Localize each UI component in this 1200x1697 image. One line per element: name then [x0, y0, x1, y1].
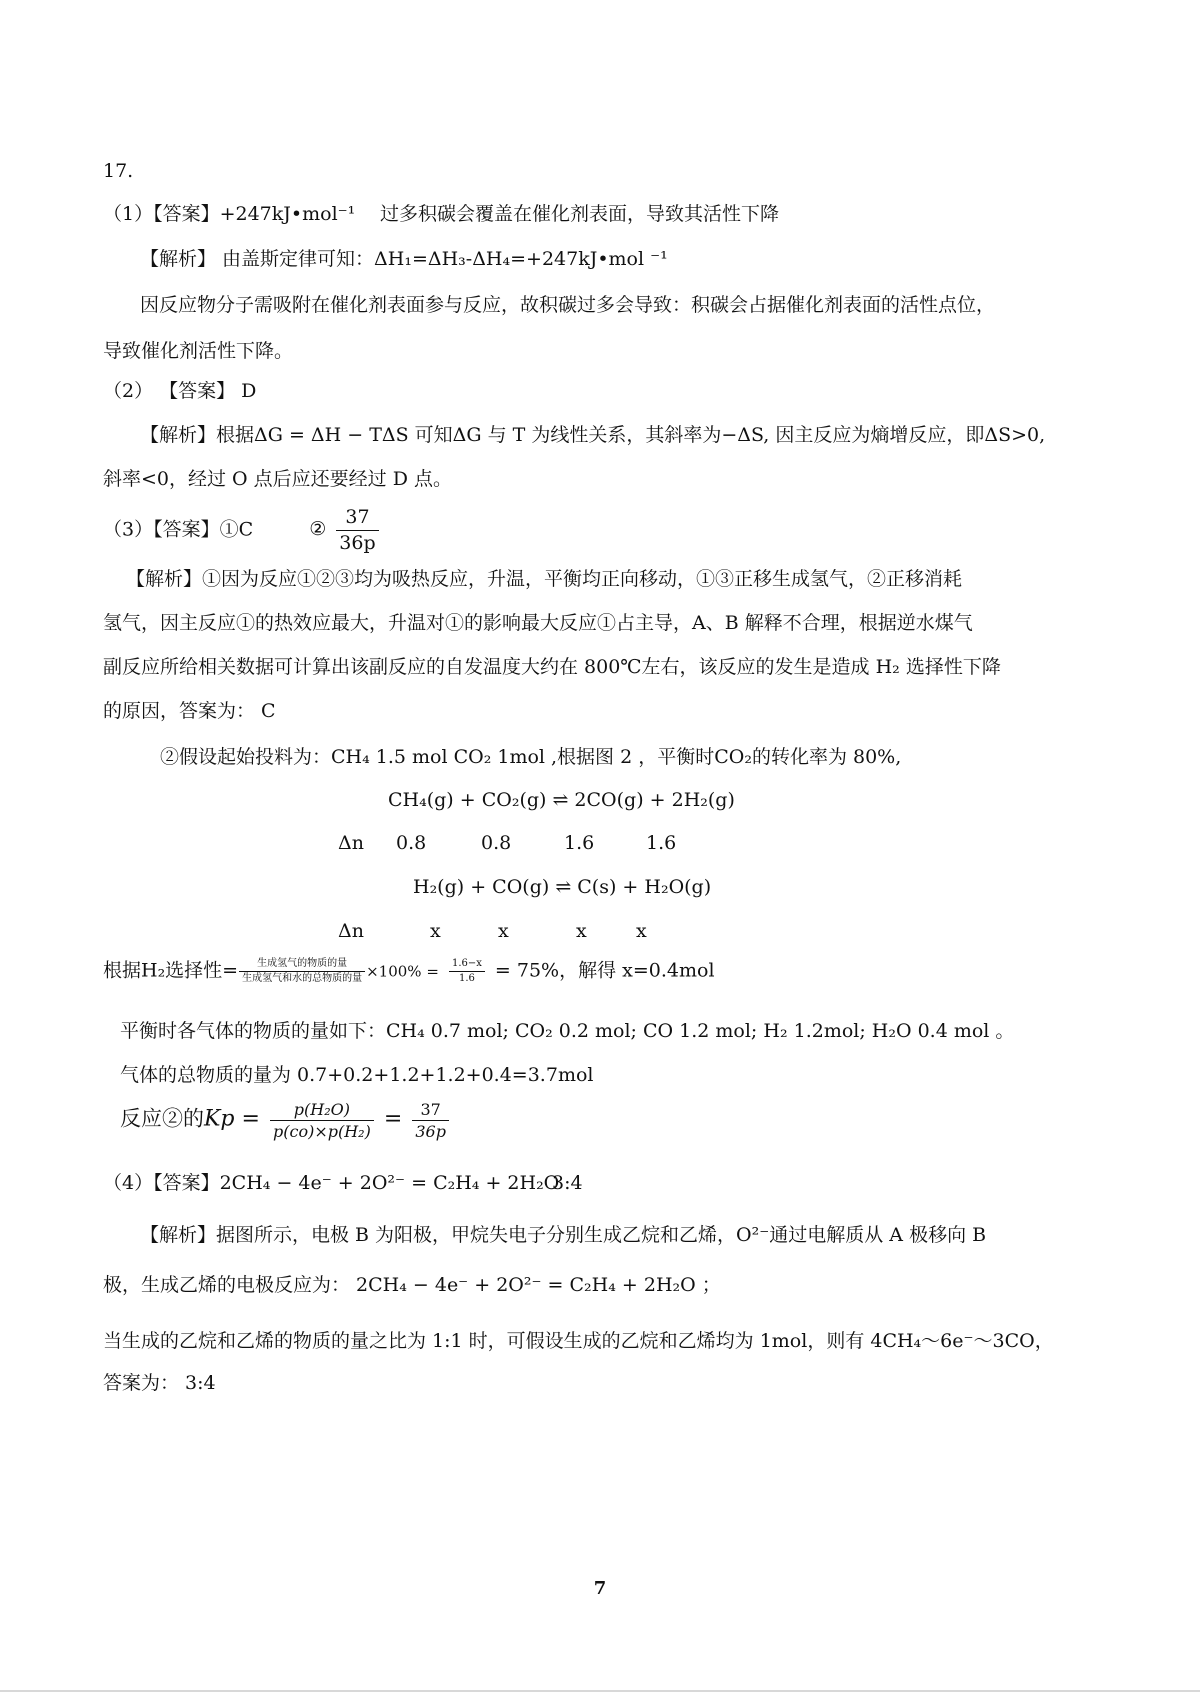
part4-analysis-line2: 极，生成乙烯的电极反应为： 2CH₄ − 4e⁻ + 2O²⁻ = C₂H₄ + 2H₂O ；: [103, 1274, 721, 1296]
fraction-denominator: 36p: [339, 531, 376, 554]
part4-analysis-line3: 当生成的乙烷和乙烯的物质的量之比为 1:1 时，可假设生成的乙烷和乙烯均为 1mol，则有 4CH₄～6e⁻～3CO，: [103, 1330, 1054, 1352]
total-amount: 气体的总物质的量为 0.7+0.2+1.2+1.2+0.4=3.7mol: [120, 1064, 594, 1086]
delta-n-label: Δn: [338, 920, 364, 942]
part2-analysis-line2: 斜率<0，经过 O 点后应还要经过 D 点。: [103, 468, 452, 490]
part3-analysis-line4: 的原因，答案为： C: [103, 700, 276, 722]
selectivity-fraction-2: [449, 958, 485, 985]
fraction-numerator: 1.6−x: [449, 958, 485, 972]
part3-answer-fraction: [336, 506, 378, 555]
part4-answer-ratio: 3:4: [552, 1172, 583, 1194]
fraction-denominator: 36p: [415, 1122, 446, 1142]
page-number: 7: [593, 1578, 607, 1599]
kp-expression: [120, 1100, 453, 1141]
kp-symbol: Kp =: [204, 1106, 260, 1132]
fraction-numerator: p(H₂O): [270, 1100, 374, 1121]
kp-equals: =: [383, 1106, 403, 1132]
fraction-denominator: 生成氢气和水的总物质的量: [242, 973, 363, 984]
scan-edge-divider: [0, 1690, 1200, 1692]
part4-analysis-line1: 【解析】据图所示，电极 B 为阳极，甲烷失电子分别生成乙烷和乙烯，O²⁻通过电解质从 A 极移向 B: [140, 1224, 987, 1246]
equation-1: CH₄(g) + CO₂(g) ⇌ 2CO(g) + 2H₂(g): [388, 789, 735, 811]
delta-n-value: 0.8: [396, 832, 427, 854]
selectivity-mid: ×100% =: [366, 962, 439, 981]
fraction-numerator: 37: [336, 506, 378, 531]
part1-answer: （1）【答案】+247kJ•mol⁻¹: [103, 203, 356, 225]
part2-analysis-line1: 【解析】根据ΔG = ΔH − TΔS 可知ΔG 与 T 为线性关系，其斜率为−ΔS, 因主反应为熵增反应，即ΔS>0,: [140, 424, 1046, 446]
delta-n-value: x: [576, 920, 587, 942]
delta-n-value: 0.8: [481, 832, 512, 854]
part3-analysis-line2: 氢气，因主反应①的热效应最大，升温对①的影响最大反应①占主导，A、B 解释不合理，根据逆水煤气: [103, 612, 973, 634]
selectivity-suffix: = 75%，解得 x=0.4mol: [494, 959, 715, 982]
kp-prefix: 反应②的: [120, 1106, 204, 1131]
delta-n-value: x: [498, 920, 509, 942]
h2-selectivity: [103, 958, 715, 985]
part1-answer-reason: 过多积碳会覆盖在催化剂表面，导致其活性下降: [380, 203, 780, 225]
fraction-denominator: p(co)×p(H₂): [273, 1122, 371, 1142]
delta-n-value: 1.6: [646, 832, 677, 854]
part3-answer-prefix: （3）【答案】①C: [103, 518, 254, 541]
part1-analysis: 【解析】 由盖斯定律可知：ΔH₁=ΔH₃-ΔH₄=+247kJ•mol ⁻¹: [140, 248, 668, 270]
selectivity-prefix: 根据H₂选择性=: [103, 959, 239, 982]
question-number: 17.: [103, 160, 134, 182]
fraction-denominator: 1.6: [458, 973, 475, 984]
selectivity-fraction: [239, 958, 365, 985]
delta-n-value: x: [430, 920, 441, 942]
delta-n-label: Δn: [338, 832, 364, 854]
part1-para-line2: 导致催化剂活性下降。: [103, 340, 294, 362]
part4-analysis-line4: 答案为： 3:4: [103, 1372, 216, 1394]
part3-analysis-line1: 【解析】①因为反应①②③均为吸热反应，升温，平衡均正向移动，①③正移生成氢气，②正移消耗: [126, 568, 963, 590]
fraction-numerator: 生成氢气的物质的量: [239, 958, 365, 972]
part1-para-line1: 因反应物分子需吸附在催化剂表面参与反应，故积碳过多会导致：积碳会占据催化剂表面的活性点位，: [140, 294, 996, 316]
delta-n-value: 1.6: [564, 832, 595, 854]
part3-answer-circle2: ②: [309, 518, 327, 541]
kp-fraction: [270, 1100, 374, 1141]
equation-2: H₂(g) + CO(g) ⇌ C(s) + H₂O(g): [413, 876, 712, 898]
kp-result-fraction: [412, 1100, 449, 1141]
balance-amounts: 平衡时各气体的物质的量如下：CH₄ 0.7 mol; CO₂ 0.2 mol; CO 1.2 mol; H₂ 1.2mol; H₂O 0.4 mol 。: [120, 1020, 1015, 1042]
part3-assumption: ②假设起始投料为：CH₄ 1.5 mol CO₂ 1mol ,根据图 2 ，平衡时CO₂的转化率为 80%,: [160, 746, 902, 768]
part4-answer: （4）【答案】2CH₄ − 4e⁻ + 2O²⁻ = C₂H₄ + 2H₂O: [103, 1172, 560, 1194]
part3-answer: [103, 506, 383, 555]
fraction-numerator: 37: [412, 1100, 449, 1121]
part3-analysis-line3: 副反应所给相关数据可计算出该副反应的自发温度大约在 800℃左右，该反应的发生是造成 H₂ 选择性下降: [103, 656, 1001, 678]
part2-answer: （2） 【答案】 D: [103, 380, 257, 402]
delta-n-value: x: [636, 920, 647, 942]
